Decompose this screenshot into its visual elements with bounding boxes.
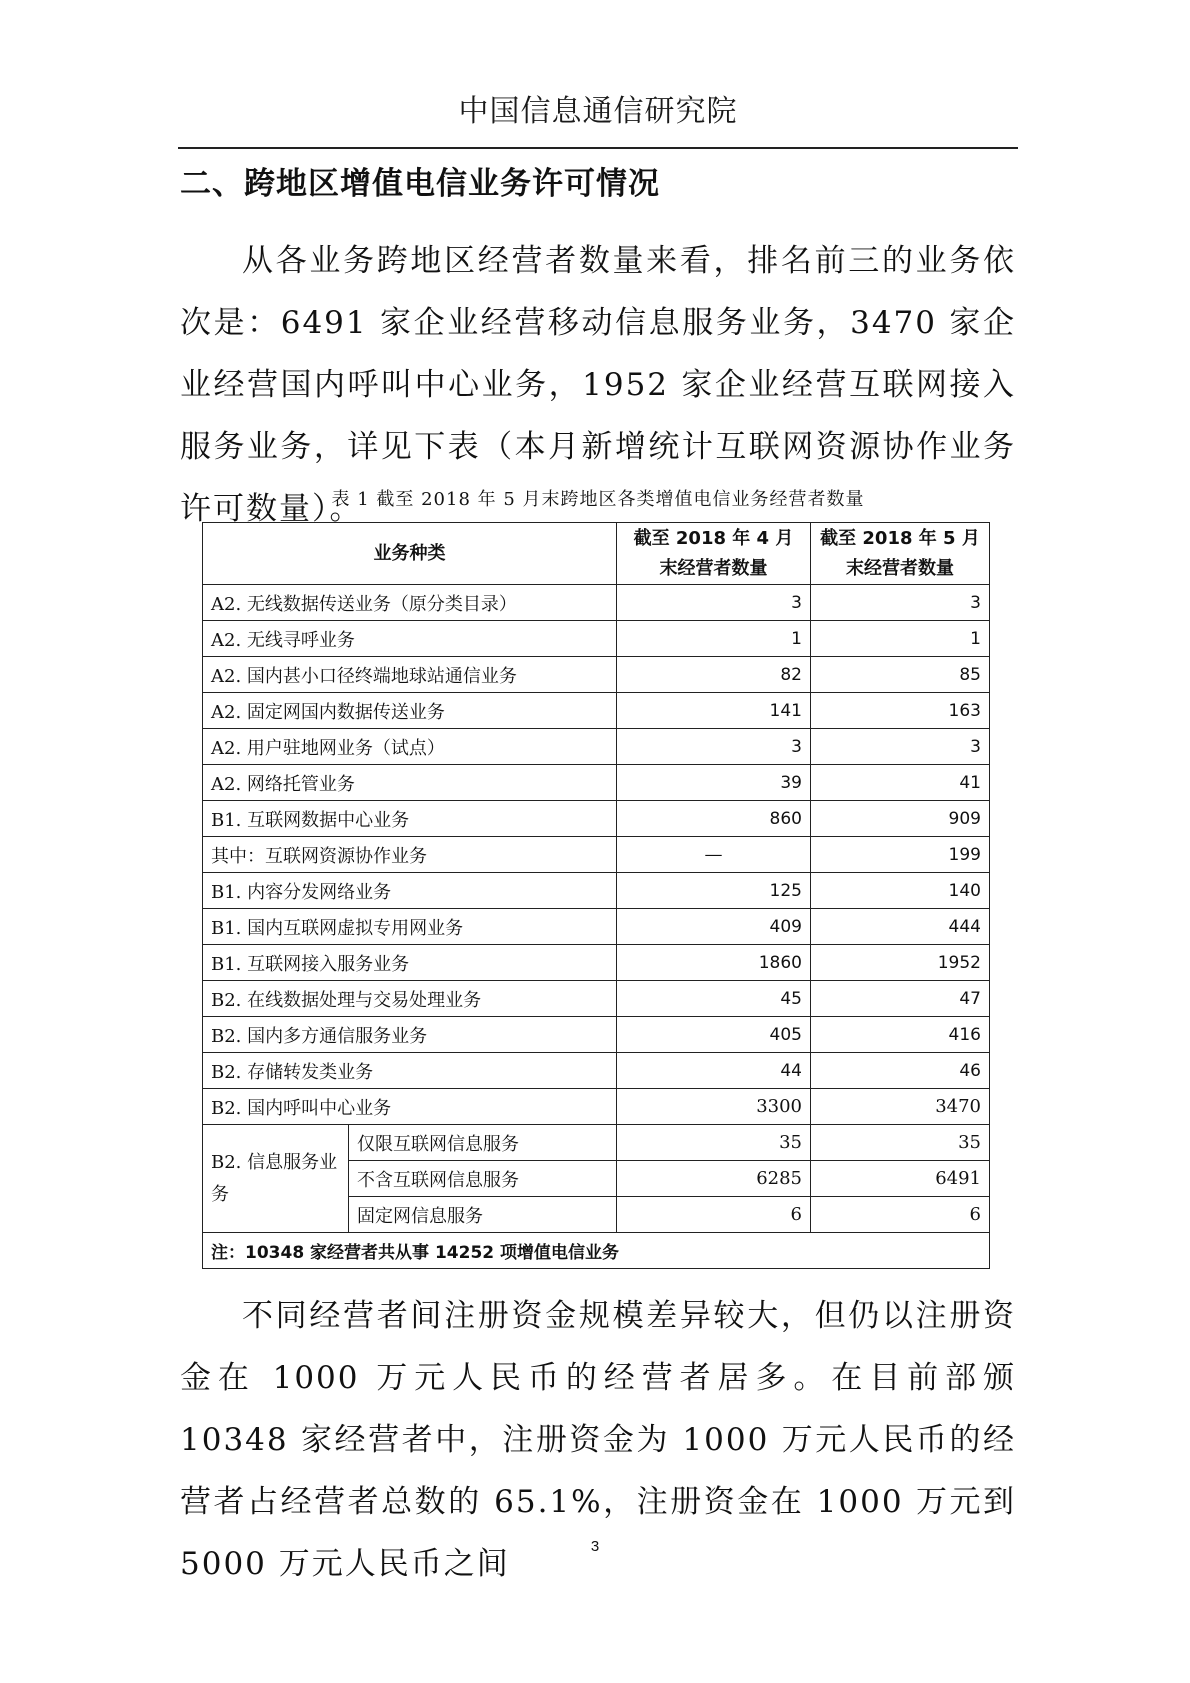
subrow-may-count: 35 [811,1125,990,1161]
row-april-count: 39 [617,765,811,801]
row-category: A2. 固定网国内数据传送业务 [203,693,617,729]
row-category: B2. 在线数据处理与交易处理业务 [203,981,617,1017]
table-row [203,765,990,801]
row-category: B1. 互联网数据中心业务 [203,801,617,837]
table-row [203,621,990,657]
row-category: A2. 国内甚小口径终端地球站通信业务 [203,657,617,693]
row-april-count: 3 [617,585,811,621]
document-header: 中国信息通信研究院 [458,94,738,129]
row-april-count: — [617,837,811,873]
subrow-may-count: 6491 [811,1161,990,1197]
row-may-count: 140 [811,873,990,909]
table-row [203,945,990,981]
table-row [203,837,990,873]
row-april-count: 1860 [617,945,811,981]
table-row [203,1089,990,1125]
subrow-april-count: 35 [617,1125,811,1161]
row-category: B2. 存储转发类业务 [203,1053,617,1089]
row-category: 其中：互联网资源协作业务 [203,837,617,873]
capital-paragraph: 不同经营者间注册资金规模差异较大，但仍以注册资金在 1000 万元人民币的经营者居多。在目前部颁 10348 家经营者中，注册资金为 1000 万元人民币的经营者占经营者总数的 65.1%，注册资金在 1000 万元到 5000 万元人民币之间 [180,1298,1016,1582]
row-april-count: 44 [617,1053,811,1089]
table-row [203,585,990,621]
header-category: 业务种类 [203,523,617,585]
row-category: B1. 国内互联网虚拟专用网业务 [203,909,617,945]
row-category: A2. 无线寻呼业务 [203,621,617,657]
table-row [203,1017,990,1053]
table-body [203,585,990,1269]
table-row [203,657,990,693]
row-april-count: 45 [617,981,811,1017]
row-may-count: 444 [811,909,990,945]
row-april-count: 405 [617,1017,811,1053]
row-april-count: 125 [617,873,811,909]
row-may-count: 1952 [811,945,990,981]
row-may-count: 1 [811,621,990,657]
row-april-count: 860 [617,801,811,837]
row-april-count: 1 [617,621,811,657]
table-row [203,693,990,729]
table-row [203,981,990,1017]
row-april-count: 3 [617,729,811,765]
table-row [203,873,990,909]
subrow-april-count: 6 [617,1197,811,1233]
operators-table [202,522,990,1269]
row-may-count: 85 [811,657,990,693]
row-category: B2. 国内多方通信服务业务 [203,1017,617,1053]
row-may-count: 416 [811,1017,990,1053]
table-row [203,729,990,765]
row-may-count: 909 [811,801,990,837]
row-may-count: 47 [811,981,990,1017]
intro-paragraph: 从各业务跨地区经营者数量来看，排名前三的业务依次是：6491 家企业经营移动信息服务业务，3470 家企业经营国内呼叫中心业务，1952 家企业经营互联网接入服务业务，详见下表（本月新增统计互联网资源协作业务许可数量）。 [180,243,1016,527]
section-heading: 二、跨地区增值电信业务许可情况 [180,166,660,202]
table-caption: 表 1 截至 2018 年 5 月末跨地区各类增值电信业务经营者数量 [331,489,865,510]
row-may-count: 3 [811,729,990,765]
header-april: 截至 2018 年 4 月末经营者数量 [617,523,811,585]
subrow-may-count: 6 [811,1197,990,1233]
row-category: A2. 用户驻地网业务（试点） [203,729,617,765]
subrow-category: 不含互联网信息服务 [349,1161,617,1197]
header-may: 截至 2018 年 5 月末经营者数量 [811,523,990,585]
row-april-count: 409 [617,909,811,945]
row-may-count: 199 [811,837,990,873]
page-number: 3 [590,1538,600,1555]
table-header-row [203,523,990,585]
table-row [203,1125,990,1161]
table-note: 注：10348 家经营者共从事 14252 项增值电信业务 [203,1233,990,1269]
row-april-count: 141 [617,693,811,729]
table-note-row [203,1233,990,1269]
row-category: A2. 无线数据传送业务（原分类目录） [203,585,617,621]
row-category: A2. 网络托管业务 [203,765,617,801]
table-row [203,801,990,837]
row-may-count: 3 [811,585,990,621]
row-category: B2. 国内呼叫中心业务 [203,1089,617,1125]
row-may-count: 3470 [811,1089,990,1125]
subrow-april-count: 6285 [617,1161,811,1197]
row-may-count: 41 [811,765,990,801]
group-category: B2. 信息服务业务 [203,1125,349,1233]
row-may-count: 46 [811,1053,990,1089]
table-row [203,909,990,945]
subrow-category: 仅限互联网信息服务 [349,1125,617,1161]
header-divider [178,147,1018,149]
row-may-count: 163 [811,693,990,729]
subrow-category: 固定网信息服务 [349,1197,617,1233]
row-april-count: 82 [617,657,811,693]
row-april-count: 3300 [617,1089,811,1125]
table-row [203,1053,990,1089]
row-category: B1. 内容分发网络业务 [203,873,617,909]
row-category: B1. 互联网接入服务业务 [203,945,617,981]
